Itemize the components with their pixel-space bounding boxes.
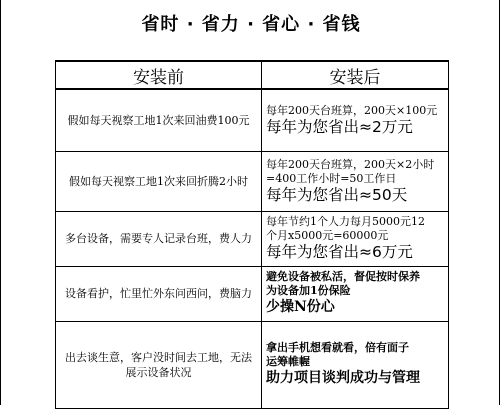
after-cell — [262, 89, 449, 151]
before-line: 展示设备状况 — [125, 365, 192, 379]
header-after: 安装后 — [262, 61, 449, 89]
after-highlight: 每年为您省出≈6万元 — [266, 243, 413, 261]
after-detail: 个月x5000元=60000元 — [266, 229, 389, 242]
header-before: 安装前 — [56, 61, 262, 89]
after-highlight: 助力项目谈判成功与管理 — [266, 370, 420, 386]
after-cell — [262, 321, 449, 408]
after-highlight: 少操N份心 — [266, 299, 335, 315]
table-row — [56, 211, 449, 266]
after-detail: 每年200天台班算，200天×100元 — [266, 103, 438, 117]
after-detail: 每年200天台班算，200天×2小时 — [266, 157, 435, 171]
after-highlight: 每年为您省出≈2万元 — [266, 117, 413, 136]
after-detail: 每年节约1个人力每月5000元12 — [266, 215, 425, 228]
after-detail: 拿出手机想看就看，倍有面子 — [266, 341, 409, 354]
after-cell — [262, 211, 449, 266]
table-row — [56, 321, 449, 408]
before-cell — [56, 321, 262, 408]
before-cell: 假如每天视察工地1次来回油费100元 — [56, 89, 262, 151]
after-detail: 运筹帷幄 — [266, 355, 310, 368]
table-row — [56, 266, 449, 321]
comparison-table — [55, 60, 449, 409]
after-highlight: 每年为您省出≈50天 — [266, 185, 408, 204]
after-detail: =400工作小时=50工作日 — [266, 171, 397, 185]
table-header-row — [56, 61, 449, 89]
after-detail: 避免设备被私活，督促按时保养 — [266, 270, 420, 283]
before-line: 出去谈生意，客户没时间去工地，无法 — [65, 350, 252, 364]
table-row — [56, 151, 449, 211]
table-row — [56, 89, 449, 151]
before-cell: 设备看护，忙里忙外东问西问，费脑力 — [56, 266, 262, 321]
after-detail: 为设备加1份保险 — [266, 284, 351, 297]
after-cell — [262, 151, 449, 211]
after-cell — [262, 266, 449, 321]
before-cell: 假如每天视察工地1次来回折腾2小时 — [56, 151, 262, 211]
headline: 省时 · 省力 · 省心 · 省钱 — [141, 14, 361, 35]
before-cell: 多台设备，需要专人记录台班，费人力 — [56, 211, 262, 266]
